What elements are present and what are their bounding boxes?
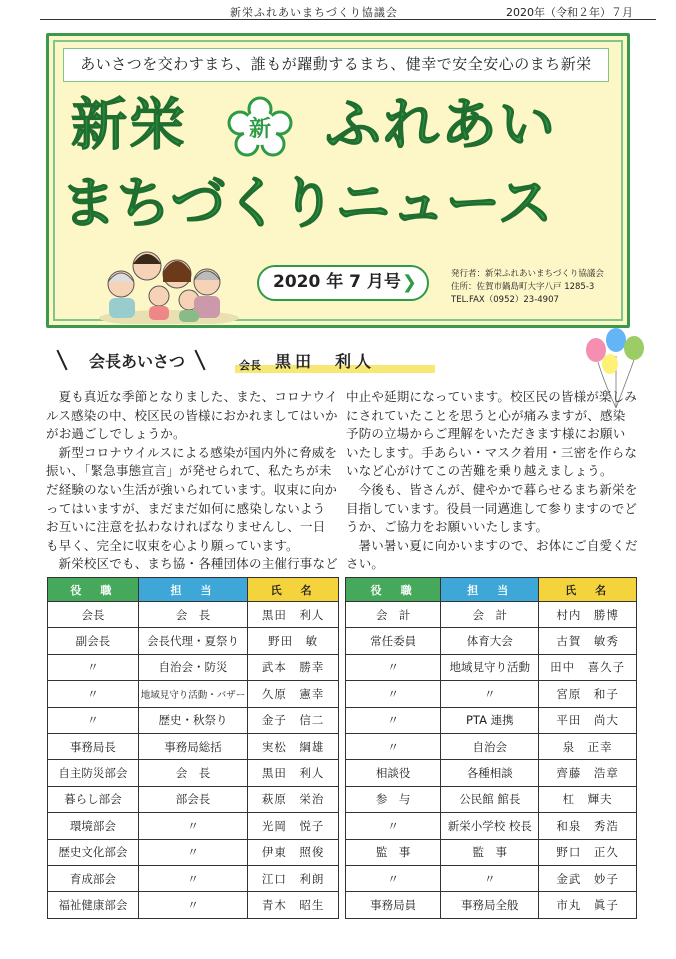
cell-name: 古賀 敏秀 <box>539 628 637 654</box>
table-header-row <box>48 578 339 602</box>
family-illustration <box>99 236 239 324</box>
publisher-line-2: 住所：佐賀市鍋島町大字八戸 1285-3 <box>451 282 595 292</box>
table-row <box>48 707 339 733</box>
greeting-title: 会長あいさつ <box>89 352 186 371</box>
cell-role: 〃 <box>346 813 441 839</box>
table-row <box>346 602 637 628</box>
masthead-banner <box>46 33 630 328</box>
greeting-paragraph: 夏も真近な季節となりました、また、コロナウイルス感染の中、校区民の皆様におかれましてはいかがお過ごしでしょうか。 <box>46 389 338 442</box>
table-row <box>346 760 637 786</box>
cell-duty: 事務局総括 <box>138 733 248 759</box>
cell-role: 事務局長 <box>48 733 139 759</box>
cell-duty: 公民館 館長 <box>441 786 539 812</box>
chevron-right-icon: ❯ <box>401 272 417 293</box>
cell-role: 相談役 <box>346 760 441 786</box>
cell-role: 監 事 <box>346 839 441 865</box>
table-row <box>48 681 339 707</box>
cell-name: 田中 喜久子 <box>539 654 637 680</box>
table-row <box>346 892 637 918</box>
cell-duty: 体育大会 <box>441 628 539 654</box>
cell-name: 杠 輝夫 <box>539 786 637 812</box>
cell-role: 〃 <box>346 681 441 707</box>
table-row <box>346 654 637 680</box>
title-part-1: 新栄 <box>71 93 187 158</box>
cell-duty: 会長代理・夏祭り <box>138 628 248 654</box>
cell-name: 金武 妙子 <box>539 865 637 891</box>
table-row <box>48 786 339 812</box>
cell-duty: 地域見守り活動・バザー <box>138 681 248 707</box>
header-duty: 担 当 <box>138 578 248 602</box>
cell-duty: 事務局全般 <box>441 892 539 918</box>
cell-duty: 〃 <box>441 681 539 707</box>
cell-role: 〃 <box>346 707 441 733</box>
table-row <box>346 786 637 812</box>
cell-role: 〃 <box>48 654 139 680</box>
table-row <box>346 628 637 654</box>
greeting-paragraph: 今後も、皆さんが、健やかで暮らせるまち新栄を目指しています。役員一同邁進して参りますのでどうか、ご協力をお願いいたします。 <box>346 481 638 535</box>
header-role: 役 職 <box>48 578 139 602</box>
officer-table-right <box>345 577 637 919</box>
cell-role: 〃 <box>346 733 441 759</box>
greeting-paragraph: 新栄校区でも、まち協・各種団体の主催行事など <box>58 556 338 572</box>
cell-name: 黒田 利人 <box>248 760 339 786</box>
table-row <box>48 602 339 628</box>
cell-duty: 部会長 <box>138 786 248 812</box>
chairman-role: 会長 <box>239 359 261 372</box>
cell-name: 市丸 眞子 <box>539 892 637 918</box>
table-row <box>48 865 339 891</box>
table-row <box>346 681 637 707</box>
officer-table-left <box>47 577 339 919</box>
cell-duty: 各種相談 <box>441 760 539 786</box>
header-duty: 担 当 <box>441 578 539 602</box>
cell-duty: 会 計 <box>441 602 539 628</box>
header-name: 氏 名 <box>539 578 637 602</box>
issue-label: 2020 年 7 月号 <box>273 272 401 292</box>
header-role: 役 職 <box>346 578 441 602</box>
cell-duty: 自治会 <box>441 733 539 759</box>
cell-role: 会長 <box>48 602 139 628</box>
cell-role: 育成部会 <box>48 865 139 891</box>
table-row <box>346 707 637 733</box>
cell-duty: 新栄小学校 校長 <box>441 813 539 839</box>
cell-duty: 監 事 <box>441 839 539 865</box>
cell-duty: 地域見守り活動 <box>441 654 539 680</box>
cell-duty: 〃 <box>138 839 248 865</box>
table-row <box>346 733 637 759</box>
title-line-2: まちづくりニュース <box>61 171 553 235</box>
cell-name: 萩原 栄治 <box>248 786 339 812</box>
cell-name: 和泉 秀浩 <box>539 813 637 839</box>
greeting-column-2 <box>346 388 638 574</box>
cell-role: 暮らし部会 <box>48 786 139 812</box>
header-org: 新栄ふれあいまちづくり協議会 <box>230 6 398 19</box>
table-row <box>48 760 339 786</box>
title-line-1 <box>71 93 557 158</box>
table-row <box>346 839 637 865</box>
cell-duty: 歴史・秋祭り <box>138 707 248 733</box>
cell-role: 〃 <box>48 707 139 733</box>
slash-decoration-left <box>56 350 67 371</box>
cell-duty: 会 長 <box>138 602 248 628</box>
cell-name: 実松 綱雄 <box>248 733 339 759</box>
publisher-line-3: TEL.FAX（0952）23-4907 <box>451 295 559 305</box>
table-row <box>48 733 339 759</box>
cell-name: 齊藤 浩章 <box>539 760 637 786</box>
greeting-paragraph: 中止や延期になっています。校区民の皆様が楽しみにされていたことを思うと心が痛みますが、感染予防の立場からご理解をいただきます様にお願いいたします。手あらい・マスク着用・三密を作らないなど心がけてこの苦難を乗り越えましょう。 <box>346 389 638 479</box>
chairman-name: 黒田 利人 <box>275 352 376 371</box>
cell-role: 福祉健康部会 <box>48 892 139 918</box>
table-row <box>346 813 637 839</box>
header-rule <box>40 19 656 20</box>
cell-name: 野田 敏 <box>248 628 339 654</box>
cell-role: 常任委員 <box>346 628 441 654</box>
cell-role: 歴史文化部会 <box>48 839 139 865</box>
table-row <box>48 654 339 680</box>
header-name: 氏 名 <box>248 578 339 602</box>
cell-duty: PTA 連携 <box>441 707 539 733</box>
cell-role: 自主防災部会 <box>48 760 139 786</box>
cell-name: 平田 尚大 <box>539 707 637 733</box>
cell-role: 〃 <box>346 654 441 680</box>
slogan: あいさつを交わすまち、誰もが躍動するまち、健幸で安全安心のまち新栄 <box>63 48 609 82</box>
table-row <box>48 813 339 839</box>
cell-role: 〃 <box>48 681 139 707</box>
greeting-heading <box>55 343 395 377</box>
table-row <box>48 839 339 865</box>
cell-role: 事務局員 <box>346 892 441 918</box>
cell-name: 伊東 照俊 <box>248 839 339 865</box>
cell-role: 〃 <box>346 865 441 891</box>
issue-badge <box>257 265 429 301</box>
emblem-icon <box>225 96 295 158</box>
cell-duty: 〃 <box>138 892 248 918</box>
cell-name: 青木 昭生 <box>248 892 339 918</box>
cell-name: 光岡 悦子 <box>248 813 339 839</box>
publisher-line-1: 発行者：新栄ふれあいまちづくり協議会 <box>451 269 604 279</box>
cell-role: 参 与 <box>346 786 441 812</box>
emblem-char: 新 <box>248 117 272 142</box>
cell-duty: 〃 <box>441 865 539 891</box>
greeting-paragraph: 新型コロナウイルスによる感染が国内外に脅威を振い、「緊急事態宣言」が発せられて、私たちが未だ経験のない生活が強いられています。収束に向かってはいますが、まだまだ如何に感染しないようお互いに注意を払わなければなりませんし、一日も早く、完全に収束を心より願っています。 <box>46 444 338 553</box>
cell-role: 副会長 <box>48 628 139 654</box>
cell-name: 村内 勝博 <box>539 602 637 628</box>
table-row <box>48 628 339 654</box>
cell-name: 金子 信二 <box>248 707 339 733</box>
greeting-paragraph: 暑い暑い夏に向かいますので、お体にご自愛ください。 <box>346 537 638 572</box>
cell-role: 会 計 <box>346 602 441 628</box>
cell-duty: 〃 <box>138 865 248 891</box>
publisher-info <box>451 268 604 307</box>
cell-name: 野口 正久 <box>539 839 637 865</box>
greeting-column-1 <box>46 388 338 593</box>
cell-role: 環境部会 <box>48 813 139 839</box>
table-row <box>48 892 339 918</box>
cell-name: 泉 正幸 <box>539 733 637 759</box>
cell-duty: 〃 <box>138 813 248 839</box>
cell-name: 宮原 和子 <box>539 681 637 707</box>
header-date: 2020年（令和２年）７月 <box>506 6 633 19</box>
cell-name: 久原 憲幸 <box>248 681 339 707</box>
title-part-2: ふれあい <box>325 93 557 158</box>
table-header-row <box>346 578 637 602</box>
table-row <box>346 865 637 891</box>
cell-duty: 会 長 <box>138 760 248 786</box>
cell-name: 江口 利朗 <box>248 865 339 891</box>
cell-name: 黒田 利人 <box>248 602 339 628</box>
cell-duty: 自治会・防災 <box>138 654 248 680</box>
cell-name: 武本 勝幸 <box>248 654 339 680</box>
slash-decoration-right <box>194 350 205 371</box>
